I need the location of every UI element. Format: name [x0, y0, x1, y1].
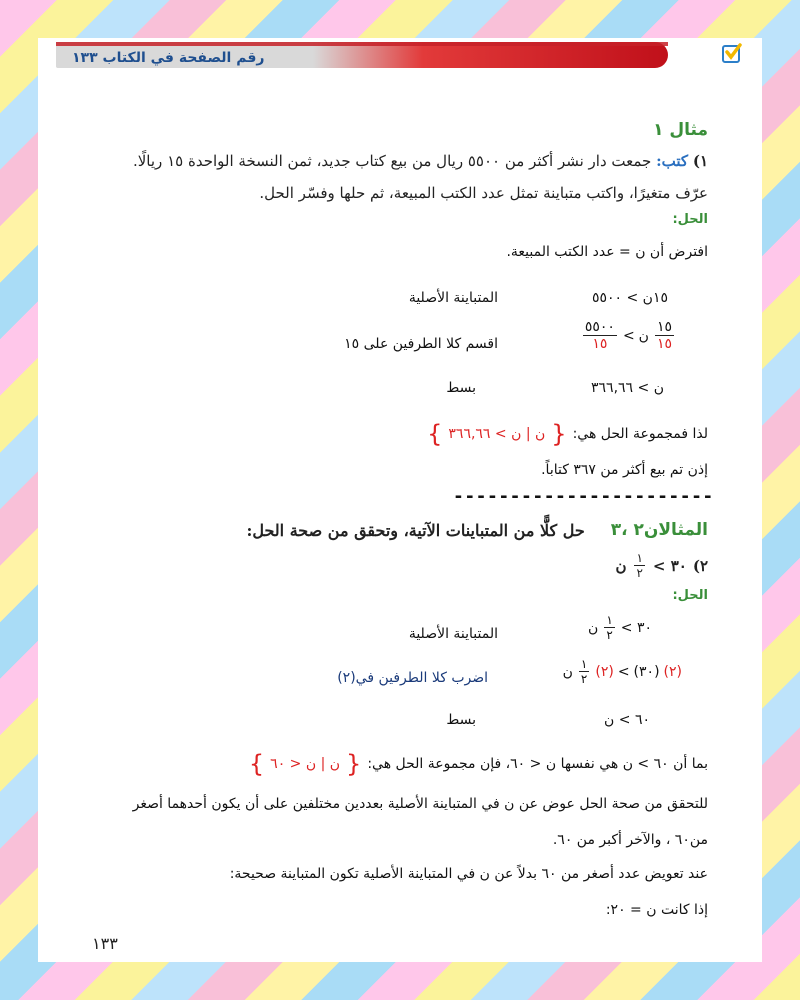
solution-label-1: الحل: [672, 212, 708, 227]
step2-expr-simplify: ٦٠ > ن [604, 712, 650, 728]
step-expr-simplify: ن > ٣٦٦,٦٦ [591, 380, 664, 396]
check-text-line3: عند تعويض عدد أصغر من ٦٠ بدلاً عن ن في المتباينة الأصلية تكون المتباينة صحيحة: [229, 866, 708, 882]
checkbox-icon [722, 45, 740, 63]
fraction-left: $\frac{١٥}{١٥}$ [656, 319, 672, 352]
step2-label-multiply: اضرب كلا الطرفين في(٢) [337, 670, 488, 686]
assumption-text: افترض أن ن = عدد الكتب المبيعة. [506, 244, 708, 260]
fraction-right: $\frac{٥٥٠٠}{١٥}$ [584, 319, 615, 352]
confirm-heading [684, 44, 740, 64]
step2-label-simplify: بسط [446, 712, 476, 728]
question-text-line1: جمعت دار نشر أكثر من ٥٥٠٠ ريال من بيع كتاب جديد، ثمن النسخة الواحدة ١٥ ريالًا. [132, 152, 652, 170]
example-2-header [246, 520, 708, 540]
step2-expr-multiply: (٢) (٣٠) > (٢) $\frac{١}{٢}$ ن [562, 657, 682, 686]
step-expr-divide: $\frac{١٥}{١٥}$ ن > $\frac{٥٥٠٠}{١٥}$ [584, 319, 672, 352]
step-label-simplify: بسط [446, 380, 476, 396]
section-separator: ----------------------- [453, 486, 714, 507]
step-label-divide: اقسم كلا الطرفين على ١٥ [344, 336, 498, 352]
confirm-label: تأكد [683, 44, 716, 64]
example-1-title: مثال ١ [653, 120, 708, 140]
step2-expr-original: ٣٠ > $\frac{١}{٢}$ ن [588, 613, 652, 642]
book-page-reference: رقم الصفحة في الكتاب ١٣٣ [72, 50, 265, 66]
check-text-line4: إذا كانت ن = ٢٠: [605, 902, 708, 918]
solution-set-1: لذا فمجموعة الحل هي: { ن | ن > ٣٦٦,٦٦ } [427, 420, 708, 448]
example-2-instruction: حل كلًّا من المتباينات الآتية، وتحقق من صحة الحل: [246, 520, 585, 540]
solution-set-2: بما أن ٦٠ > ن هي نفسها ن < ٦٠، فإن مجموعة الحل هي: { ن | ن < ٦٠ } [248, 750, 708, 778]
conclusion-text: إذن تم بيع أكثر من ٣٦٧ كتاباً. [541, 462, 708, 478]
step2-label-original: المتباينة الأصلية [408, 626, 498, 642]
question-keyword: كتب: [656, 152, 689, 170]
question-1 [133, 152, 708, 170]
question-2: ٢) ٣٠ > $\frac{١}{٢}$ ن [615, 551, 708, 580]
solution-label-2: الحل: [672, 588, 708, 603]
question-number: ١) [692, 152, 708, 170]
question-text-line2: عرّف متغيرًا، واكتب متباينة تمثل عدد الكتب المبيعة، ثم حلها وفسّر الحل. [259, 184, 708, 202]
step-expr-original: ١٥ن > ٥٥٠٠ [591, 290, 668, 306]
solution-set-2-value: ن | ن < ٦٠ [270, 756, 341, 772]
example-2-title: المثالان٢ ،٣ [610, 520, 708, 540]
header-banner-band [56, 42, 668, 46]
page-number: ١٣٣ [92, 934, 118, 953]
check-text-line2: من٦٠ ، والآخر أكبر من ٦٠. [552, 832, 708, 848]
question-2-fraction: $\frac{١}{٢}$ [636, 551, 643, 580]
step-label-original: المتباينة الأصلية [408, 290, 498, 306]
solution-set-1-value: ن | ن > ٣٦٦,٦٦ [448, 426, 546, 442]
check-text-line1: للتحقق من صحة الحل عوض عن ن في المتباينة الأصلية بعددين مختلفين على أن يكون أحدهما أصغر [132, 796, 708, 812]
